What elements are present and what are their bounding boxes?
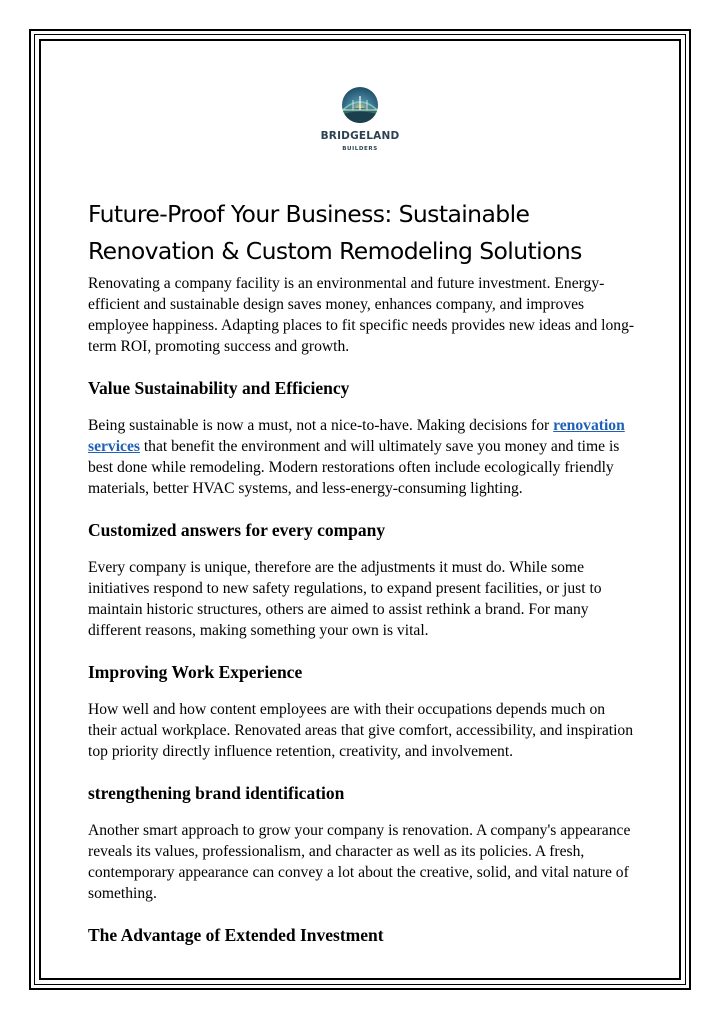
paragraph-text: Being sustainable is now a must, not a nice-to-have. Making decisions for [88, 417, 554, 434]
logo-name: BRIDGELAND [320, 130, 400, 142]
section-paragraph-sustainability [88, 415, 636, 499]
intro-paragraph: Renovating a company facility is an environmental and future investment. Energy-efficient and sustainable design saves money, enhances company, and improves employee happiness. Adapting places to fit specific needs provides new ideas and long-term ROI, promoting success and growth. [88, 275, 635, 355]
company-logo [310, 86, 410, 166]
section-heading-brand: strengthening brand identification [88, 783, 345, 803]
section-paragraph-customized: Every company is unique, therefore are the adjustments it must do. While some initiatives respond to new safety regulations, to expand present facilities, or just to maintain historic structures, others are aimed to assist rethink a brand. For many different reasons, making something your own is vital. [88, 559, 602, 639]
section-heading-investment: The Advantage of Extended Investment [88, 925, 384, 945]
section-paragraph-brand: Another smart approach to grow your company is renovation. A company's appearance reveals its values, professionalism, and character as well as its policies. A fresh, contemporary appearance can convey a lot about the creative, solid, and vital nature of something. [88, 822, 631, 902]
paragraph-text: that benefit the environment and will ultimately save you money and time is best done while remodeling. Modern restorations often include ecologically friendly materials, better HVAC systems, and less-energy-consuming lighting. [88, 438, 620, 497]
renovation-services-link[interactable]: renovation services [88, 417, 625, 455]
section-heading-sustainability: Value Sustainability and Efficiency [88, 378, 350, 398]
bridge-horizon-icon [341, 86, 379, 124]
logo-subtitle: BUILDERS [342, 146, 378, 152]
section-paragraph-work-experience: How well and how content employees are with their occupations depends much on their actual workplace. Renovated areas that give comfort, accessibility, and inspiration top priority directly influence retention, creativity, and involvement. [88, 701, 634, 760]
document-body [88, 196, 636, 946]
section-heading-customized: Customized answers for every company [88, 520, 386, 540]
page-title: Future-Proof Your Business: Sustainable Renovation & Custom Remodeling Solutions [88, 200, 582, 265]
section-heading-work-experience: Improving Work Experience [88, 662, 303, 682]
